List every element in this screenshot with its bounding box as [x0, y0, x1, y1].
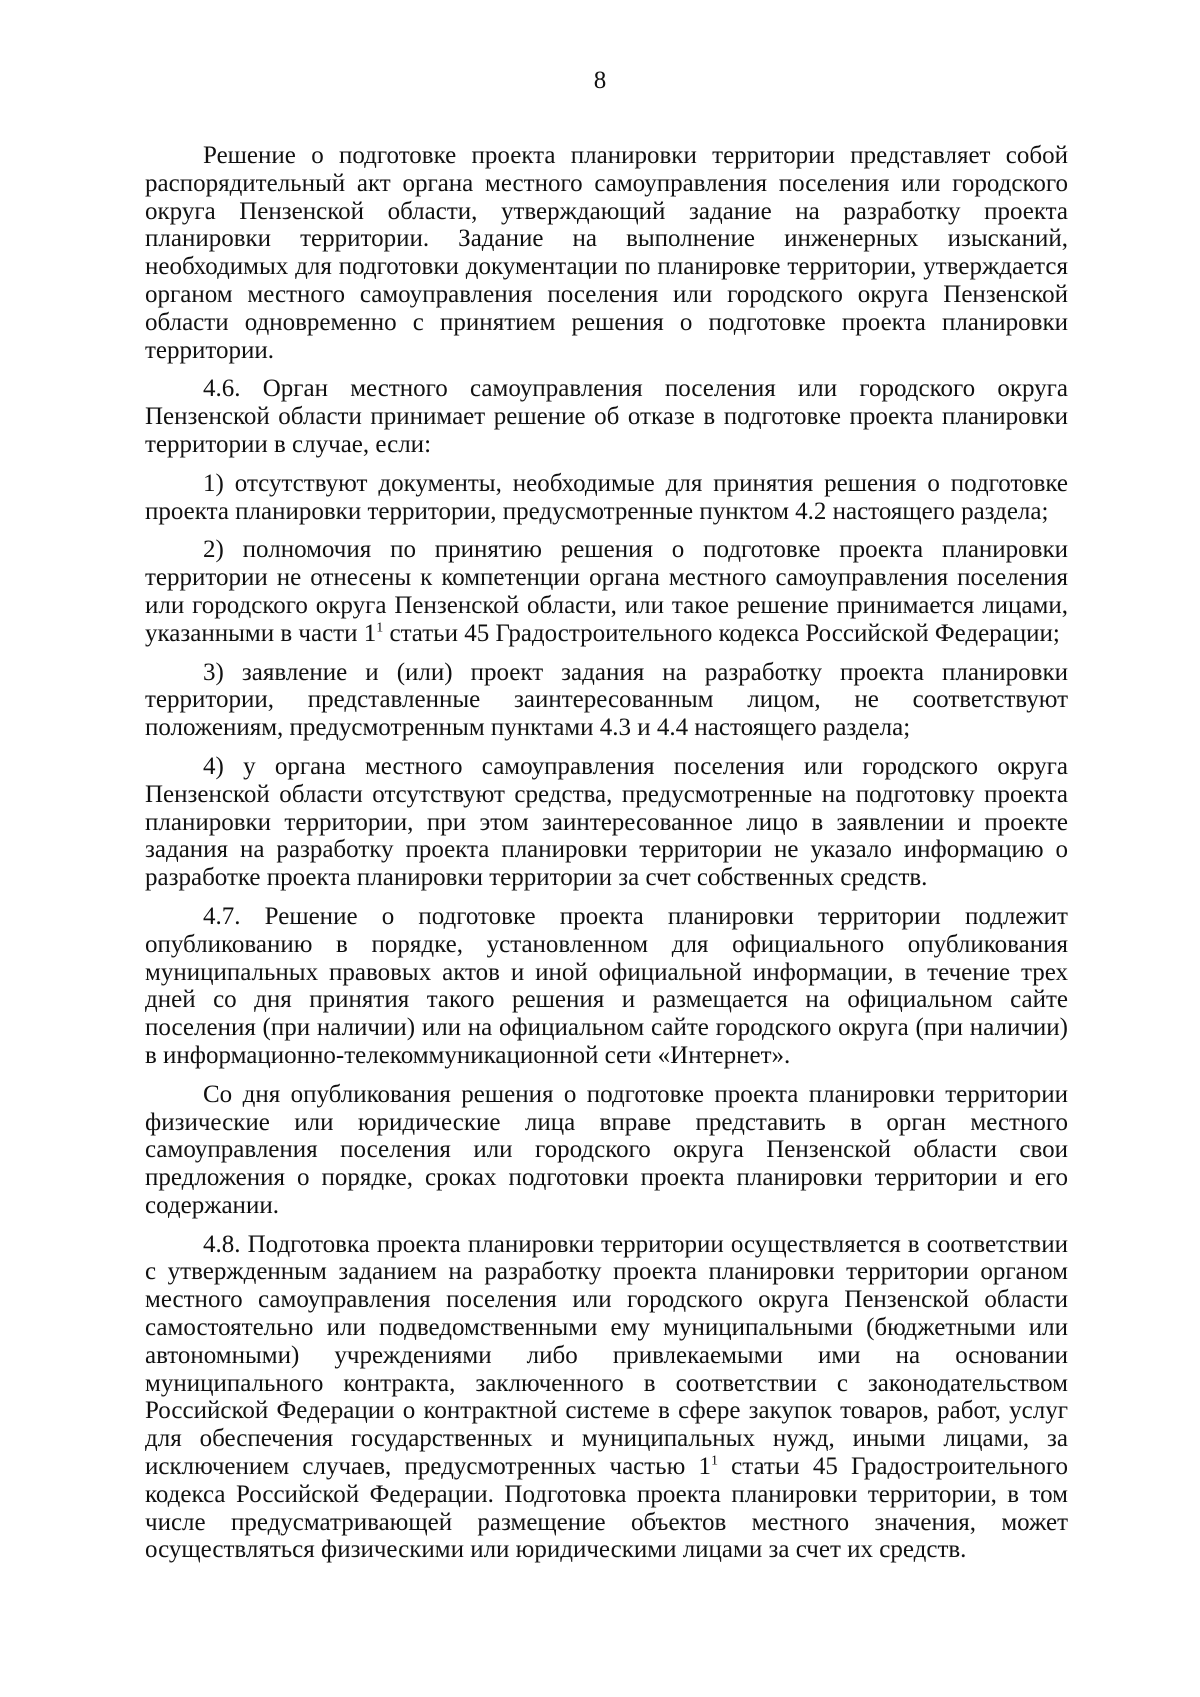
paragraph-4-8: [145, 1231, 1068, 1565]
page-number: 8: [593, 67, 607, 94]
paragraph-4-6-item-4: 4) у органа местного самоуправления поселения или городского округа Пензенской области отсутствуют средства, предусмотренные на подготовку проекта планировки территории, при этом заинтересованное лицо в заявлении и проекте задания на разработку проекта планировки территории не указало информацию о разработке проекта планировки территории за счет собственных средств.: [145, 752, 1068, 892]
document-body: [145, 142, 1068, 1575]
paragraph-4-7-proposals: Со дня опубликования решения о подготовке проекта планировки территории физические или юридические лица вправе представить в орган местного самоуправления поселения или городского округа Пензенской области свои предложения о порядке, сроках подготовки проекта планировки территории и его содержании.: [145, 1080, 1068, 1219]
paragraph-4-7: 4.7. Решение о подготовке проекта планировки территории подлежит опубликованию в порядке, установленном для официального опубликования муниципальных правовых актов и иной официальной информации, в течение трех дней со дня принятия такого решения и размещается на официальном сайте поселения (при наличии) или на официальном сайте городского округа (при наличии) в информационно-телекоммуникационной сети «Интернет».: [145, 902, 1068, 1069]
paragraph-4-6-item-2-text-before: 2) полномочия по принятию решения о подготовке проекта планировки территории не отнесены к компетенции органа местного самоуправления поселения или городского округа Пензенской области, или такое решение принимается лицами, указанными в части 1: [145, 536, 1068, 647]
paragraph-4-8-text-after: статьи 45 Градостроительного кодекса Российской Федерации. Подготовка проекта планировки территории, в том числе предусматривающей размещение объектов местного значения, может осуществляться физическими или юридическими лицами за счет их средств.: [145, 1453, 1068, 1564]
paragraph-4-6: 4.6. Орган местного самоуправления поселения или городского округа Пензенской области принимает решение об отказе в подготовке проекта планировки территории в случае, если:: [145, 375, 1068, 458]
paragraph-4-8-text-before: 4.8. Подготовка проекта планировки территории осуществляется в соответствии с утвержденным заданием на разработку проекта планировки территории органом местного самоуправления поселения или городского округа Пензенской области самостоятельно или подведомственными ему муниципальными (бюджетными или автономными) учреждениями либо привлекаемыми ими на основании муниципального контракта, заключенного в соответствии с законодательством Российской Федерации о контрактной системе в сфере закупок товаров, работ, услуг для обеспечения государственных и муниципальных нужд, иными лицами, за исключением случаев, предусмотренных частью 1: [145, 1230, 1068, 1481]
paragraph-4-6-item-3: 3) заявление и (или) проект задания на разработку проекта планировки территории, представленные заинтересованным лицом, не соответствуют положениям, предусмотренным пунктами 4.3 и 4.4 настоящего раздела;: [145, 658, 1068, 742]
paragraph-4-6-item-2-text-after: статьи 45 Градостроительного кодекса Российской Федерации;: [383, 619, 1060, 647]
paragraph-intro: Решение о подготовке проекта планировки территории представляет собой распорядительный акт органа местного самоуправления поселения или городского округа Пензенской области, утверждающий задание на разработку проекта планировки территории. Задание на выполнение инженерных изысканий, необходимых для подготовки документации по планировке территории, утверждается органом местного самоуправления поселения или городского округа Пензенской области одновременно с принятием решения о подготовке проекта планировки территории.: [145, 142, 1068, 364]
paragraph-4-6-item-1: 1) отсутствуют документы, необходимые для принятия решения о подготовке проекта планировки территории, предусмотренные пунктом 4.2 настоящего раздела;: [145, 469, 1068, 525]
superscript-reference: 1: [710, 1453, 718, 1469]
paragraph-4-6-item-2: [145, 536, 1068, 647]
superscript-reference: 1: [376, 620, 384, 636]
